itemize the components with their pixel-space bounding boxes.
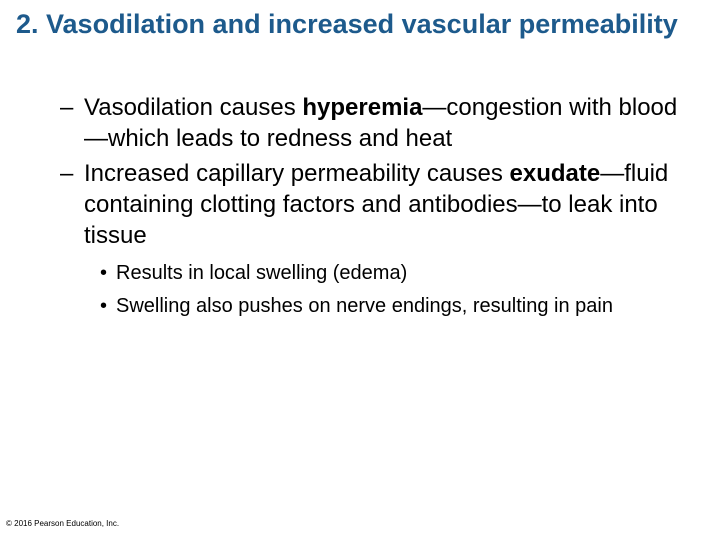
bullet-text-end: —fluid containing clotting factors and antibodies—to leak into tissue	[84, 160, 669, 249]
bullet-text-end: —congestion with blood—which leads to redness and heat	[84, 94, 678, 152]
term-hyperemia: hyperemia	[302, 94, 423, 121]
dash-marker: –	[60, 94, 74, 121]
term-exudate: exudate	[509, 160, 601, 187]
dash-marker: –	[60, 160, 74, 187]
bullet-exudate	[60, 158, 684, 251]
sub-bullet-text: Results in local swelling (edema)	[116, 262, 408, 284]
bullet-text-start: Increased capillary permeability causes	[84, 160, 510, 187]
sub-bullet-list	[0, 259, 720, 321]
sub-bullet-edema	[100, 259, 676, 288]
sub-bullet-text: Swelling also pushes on nerve endings, resulting in pain	[116, 295, 613, 317]
slide-title: 2. Vasodilation and increased vascular permeability	[16, 9, 678, 39]
bullet-text-start: Vasodilation causes	[84, 94, 303, 121]
slide-body	[0, 92, 720, 325]
copyright-footer: © 2016 Pearson Education, Inc.	[6, 519, 120, 528]
sub-bullet-pain	[100, 292, 676, 321]
bullet-hyperemia	[60, 92, 684, 154]
bullet-dot: •	[100, 295, 108, 317]
bullet-dot: •	[100, 262, 108, 284]
